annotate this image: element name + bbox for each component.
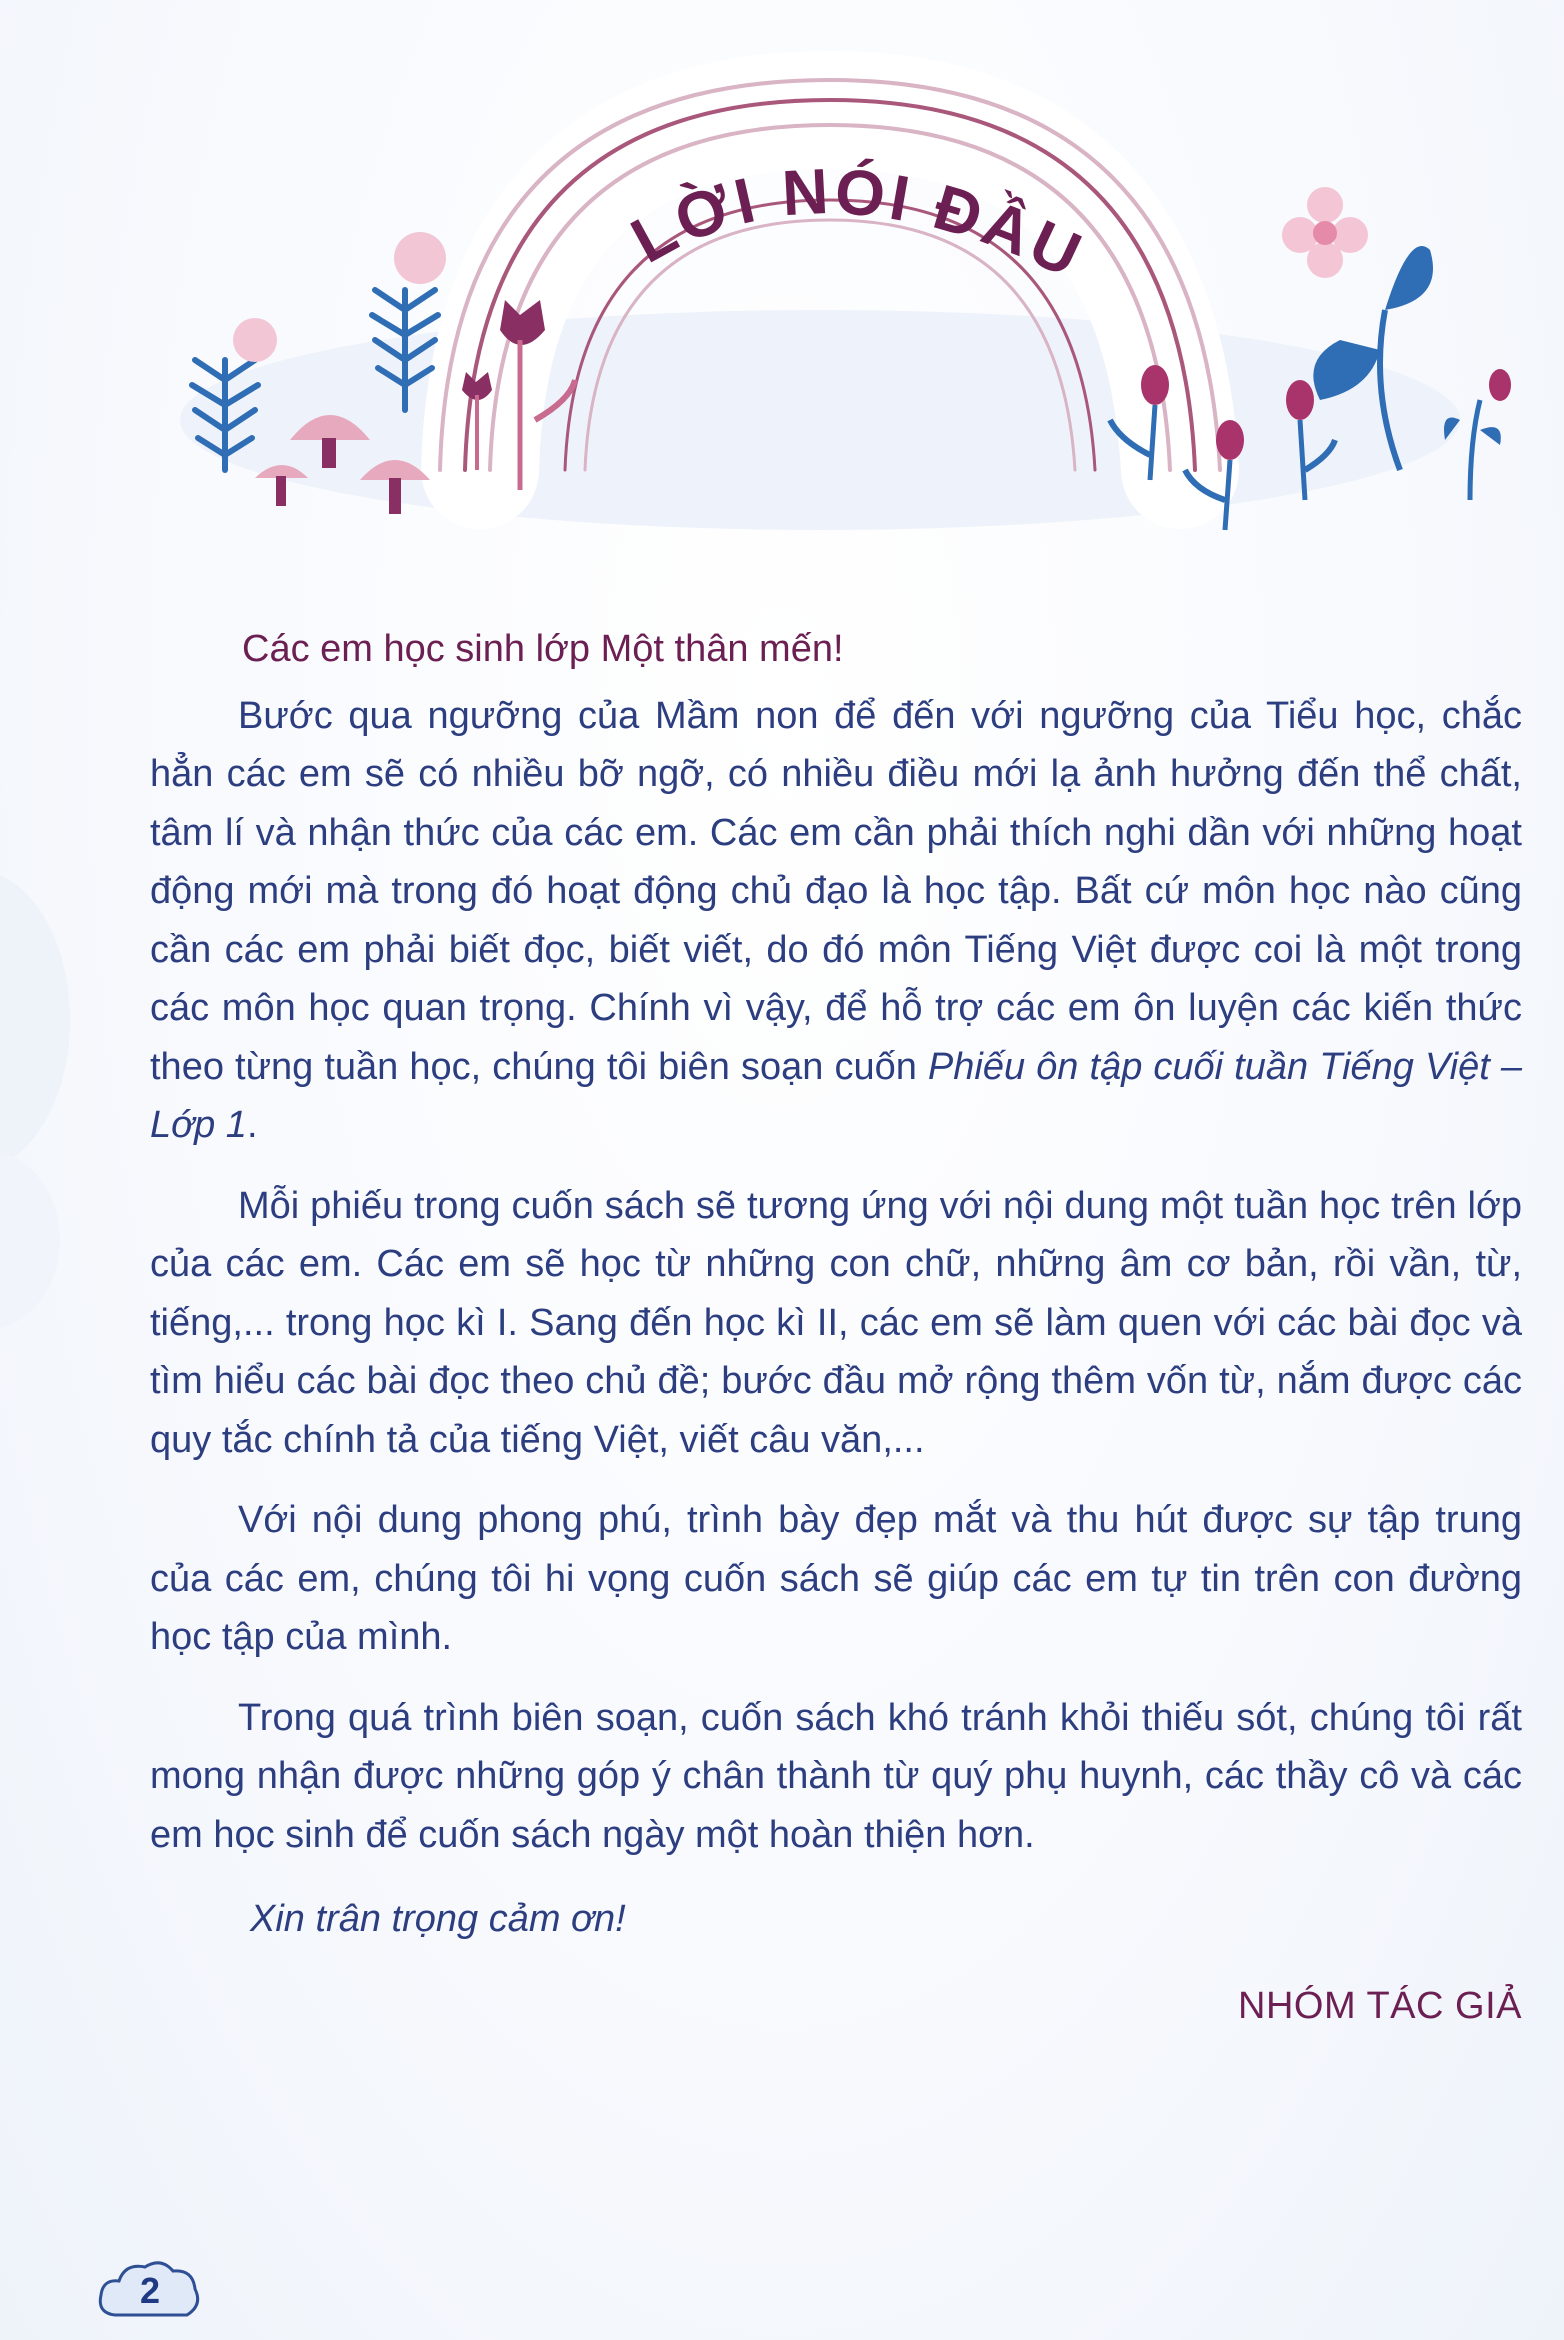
paragraph: Mỗi phiếu trong cuốn sách sẽ tương ứng với nội dung một tuần học trên lớp của các em. Các em sẽ học từ những con chữ, những âm cơ bản, rồi vần, từ, tiếng,... trong học kì I. Sang đến học kì II, các em sẽ làm quen với các bài đọc và tìm hiểu các bài đọc theo chủ đề; bước đầu mở rộng thêm vốn từ, nắm được các quy tắc chính tả của tiếng Việt, viết câu văn,... [150, 1184, 1522, 1461]
paragraph: Với nội dung phong phú, trình bày đẹp mắt và thu hút được sự tập trung của các em, chúng tôi hi vọng cuốn sách sẽ giúp các em tự tin trên con đường học tập của mình. [150, 1499, 1522, 1658]
book-title: Phiếu ôn tập cuối tuần Tiếng Việt – Lớp 1 [150, 1045, 1522, 1146]
paragraph-end: . [246, 1104, 258, 1146]
thanks-line: Xin trân trọng cảm ơn! [250, 1898, 626, 1940]
preface-body [150, 620, 1522, 2035]
page-number: 2 [139, 2270, 161, 2311]
cloud-shape [180, 310, 1460, 530]
page-title: LỜI NÓI ĐẦU [619, 154, 1096, 293]
greeting: Các em học sinh lớp Một thân mến! [242, 628, 844, 670]
flower-icon [1282, 187, 1368, 278]
decorative-bubble [0, 870, 70, 1170]
decorative-bubble [0, 1150, 60, 1330]
paragraph [150, 687, 1522, 1155]
rainbow-flower-art [0, 0, 1564, 560]
paragraph: Trong quá trình biên soạn, cuốn sách khó tránh khỏi thiếu sót, chúng tôi rất mong nhận được những góp ý chân thành từ quý phụ huynh, các thầy cô và các em học sinh để cuốn sách ngày một hoàn thiện hơn. [150, 1696, 1522, 1856]
page-number-badge [95, 2255, 205, 2325]
header-illustration [0, 0, 1564, 560]
signature: NHÓM TÁC GIẢ [1238, 1984, 1522, 2027]
paragraph-text: Bước qua ngưỡng của Mầm non để đến với ngưỡng của Tiểu học, chắc hẳn các em sẽ có nhiều bỡ ngỡ, có nhiều điều mới lạ ảnh hưởng đến thể chất, tâm lí và nhận thức của các em. Các em cần phải thích nghi dần với những hoạt động mới mà trong đó hoạt động chủ đạo là học tập. Bất cứ môn học nào cũng cần các em phải biết đọc, biết viết, do đó môn Tiếng Việt được coi là một trong các môn học quan trọng. Chính vì vậy, để hỗ trợ các em ôn luyện các kiến thức theo từng tuần học, chúng tôi biên soạn cuốn [150, 694, 1522, 1088]
